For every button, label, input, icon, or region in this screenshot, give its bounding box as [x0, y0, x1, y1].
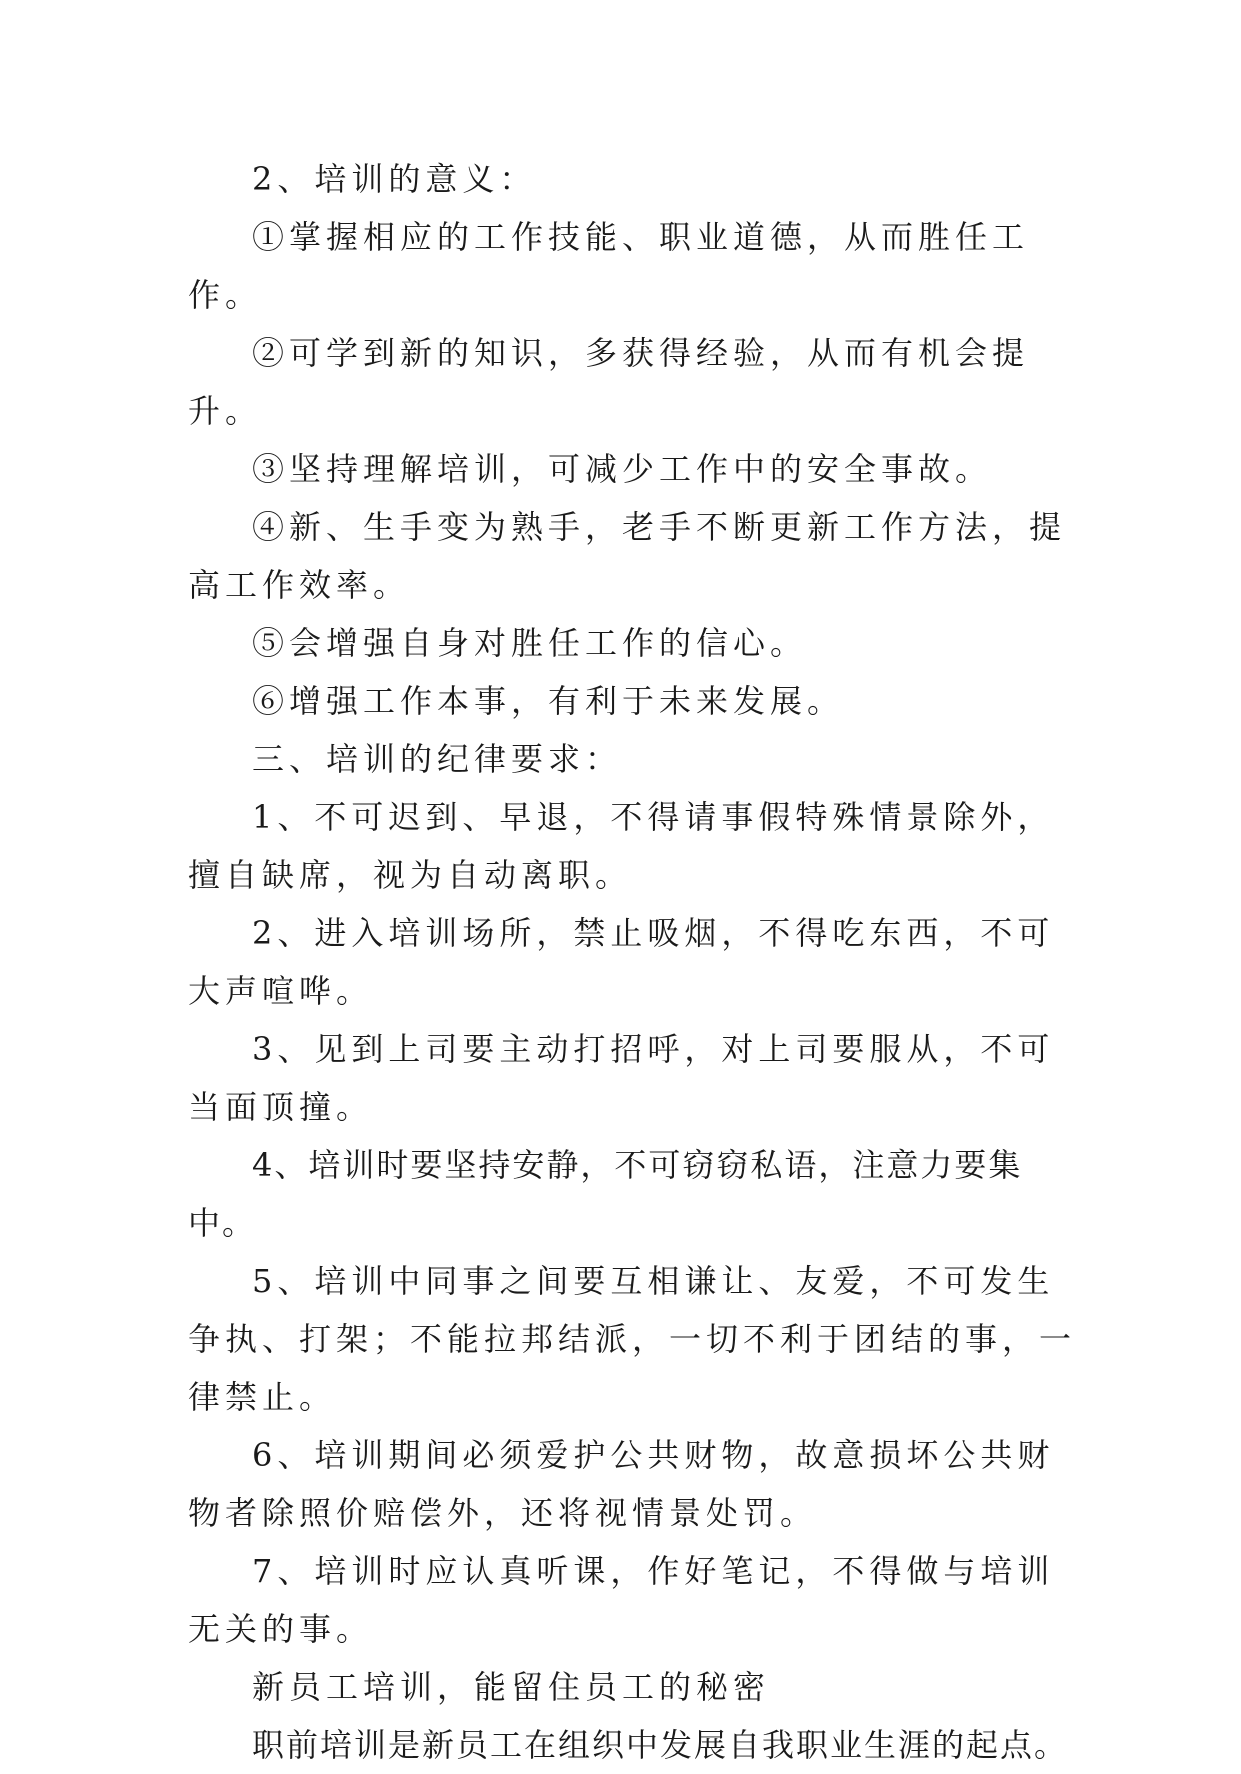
section-heading-discipline: 三、培训的纪律要求： [252, 740, 623, 778]
list-item: ②可学到新的知识，多获得经验，从而有机会提升。 [188, 334, 1030, 430]
list-item: ④新、生手变为熟手，老手不断更新工作方法，提高工作效率。 [188, 508, 1067, 604]
document-body [188, 150, 1078, 1774]
list-item: 2、进入培训场所，禁止吸烟，不得吃东西，不可大声喧哗。 [188, 914, 1055, 1010]
list-item: ⑤会增强自身对胜任工作的信心。 [252, 624, 808, 662]
list-item: 6、培训期间必须爱护公共财物，故意损坏公共财物者除照价赔偿外，还将视情景处罚。 [188, 1436, 1055, 1532]
paragraph: 职前培训是新员工在组织中发展自我职业生涯的起点。 [252, 1726, 1069, 1764]
list-item: 5、培训中同事之间要互相谦让、友爱，不可发生争执、打架；不能拉邦结派，一切不利于团结的事，一律禁止。 [188, 1262, 1077, 1416]
list-item: ①掌握相应的工作技能、职业道德，从而胜任工作。 [188, 218, 1030, 314]
list-item: 1、不可迟到、早退，不得请事假特殊情景除外，擅自缺席，视为自动离职。 [188, 798, 1055, 894]
list-item: 4、培训时要坚持安静，不可窃窃私语，注意力要集中。 [188, 1146, 1023, 1242]
list-item: ⑥增强工作本事，有利于未来发展。 [252, 682, 845, 720]
list-item: 3、见到上司要主动打招呼，对上司要服从，不可当面顶撞。 [188, 1030, 1055, 1126]
list-item: 7、培训时应认真听课，作好笔记，不得做与培训无关的事。 [188, 1552, 1055, 1648]
section-heading-retention: 新员工培训，能留住员工的秘密 [252, 1668, 771, 1706]
list-item: ③坚持理解培训，可减少工作中的安全事故。 [252, 450, 993, 488]
section-heading-significance: 2、培训的意义： [252, 160, 537, 198]
